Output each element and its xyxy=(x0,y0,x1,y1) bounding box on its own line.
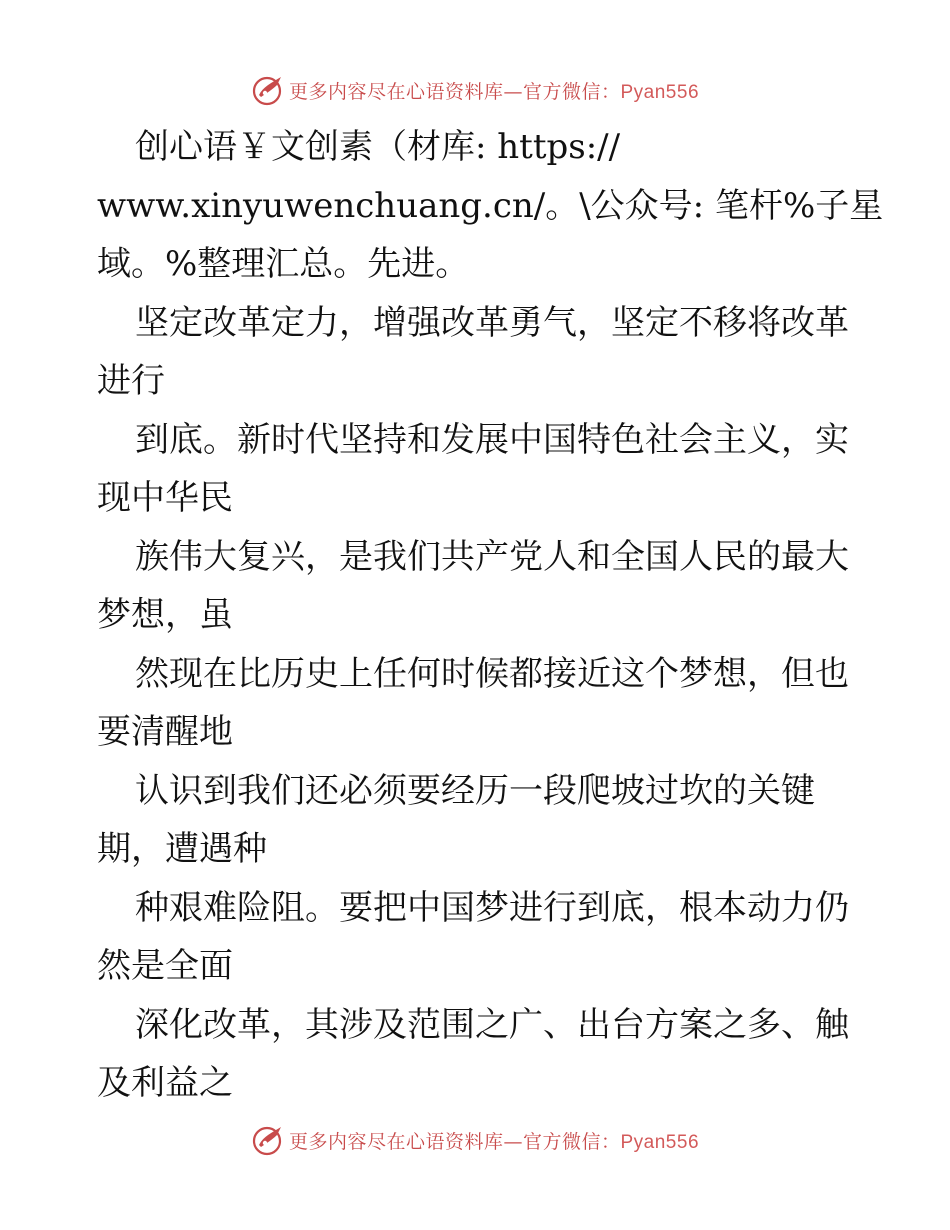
body-line: 种艰难险阻。要把中国梦进行到底，根本动力仍 xyxy=(135,887,849,928)
header-banner-main: 更多内容尽在心语资料库 xyxy=(288,80,504,103)
body-line: 现中华民 xyxy=(97,478,233,518)
body-line: 创心语￥文创素（材库: https:// xyxy=(135,127,621,167)
header-banner xyxy=(0,72,950,108)
footer-banner-official: 官方微信： xyxy=(522,1130,621,1153)
footer-banner-dash: — xyxy=(503,1130,523,1153)
header-banner-text xyxy=(289,77,699,104)
header-banner-wechat: Pyan556 xyxy=(620,81,700,103)
header-banner-official: 官方微信： xyxy=(522,80,621,103)
pen-nib-logo-icon xyxy=(251,1123,285,1157)
footer-banner-main: 更多内容尽在心语资料库 xyxy=(288,1130,504,1153)
body-line: 然现在比历史上任何时候都接近这个梦想，但也 xyxy=(135,653,849,694)
body-line: 期，遭遇种 xyxy=(97,829,267,869)
body-line: www.xinyuwenchuang.cn/。\公众号: 笔杆%子星 xyxy=(97,185,884,226)
footer-banner-inner xyxy=(251,1123,699,1157)
footer-banner-text xyxy=(289,1127,699,1154)
body-line: 然是全面 xyxy=(97,946,233,986)
footer-banner-wechat: Pyan556 xyxy=(620,1131,700,1153)
body-line: 要清醒地 xyxy=(97,712,233,752)
document-body xyxy=(97,118,884,1113)
footer-banner xyxy=(0,1122,950,1158)
body-line: 坚定改革定力，增强改革勇气，坚定不移将改革 xyxy=(135,302,849,343)
pen-nib-logo-icon xyxy=(251,73,285,107)
body-line: 梦想，虽 xyxy=(97,595,233,635)
body-line: 域。%整理汇总。先进。 xyxy=(97,244,470,284)
body-line: 族伟大复兴，是我们共产党人和全国人民的最大 xyxy=(135,536,849,577)
header-banner-inner xyxy=(251,73,699,107)
body-line: 认识到我们还必须要经历一段爬坡过坎的关键 xyxy=(135,770,815,811)
body-line: 到底。新时代坚持和发展中国特色社会主义，实 xyxy=(135,419,849,460)
body-line: 进行 xyxy=(97,361,165,401)
header-banner-dash: — xyxy=(503,80,523,103)
body-line: 深化改革，其涉及范围之广、出台方案之多、触 xyxy=(135,1004,849,1045)
body-line: 及利益之 xyxy=(97,1063,233,1103)
